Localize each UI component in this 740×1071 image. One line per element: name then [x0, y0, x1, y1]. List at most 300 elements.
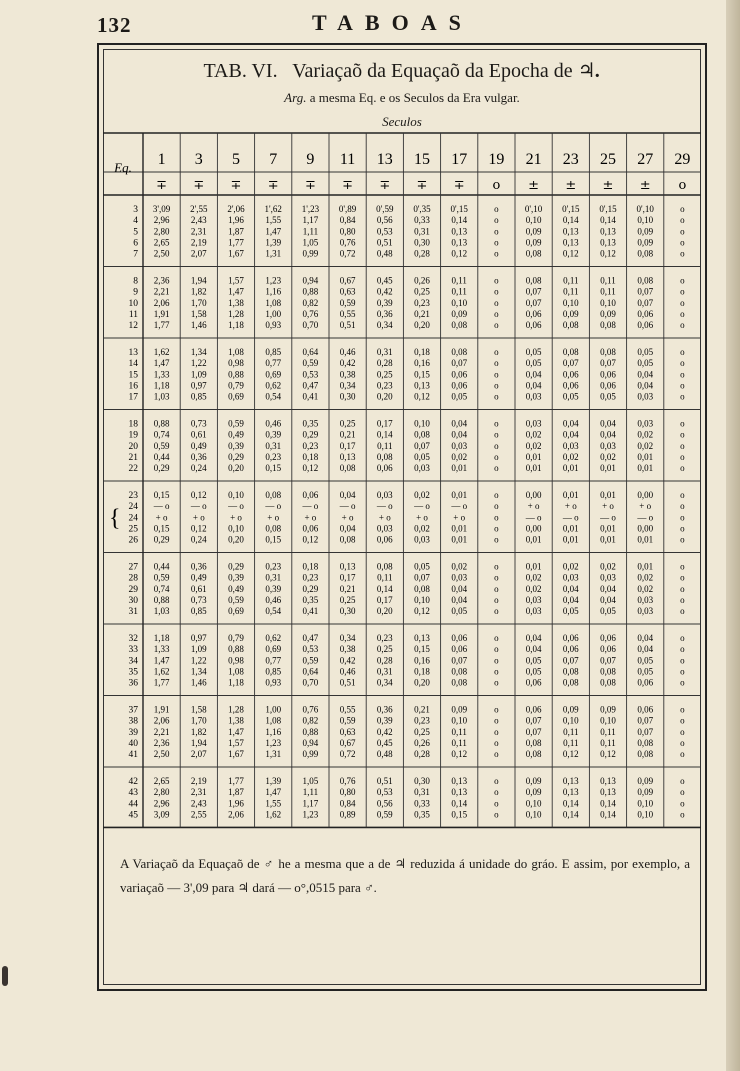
table-cell: 0,07 [637, 286, 654, 297]
table-cell: 0,39 [265, 429, 282, 440]
table-cell: 0,25 [414, 286, 430, 297]
table-cell: 0,05 [637, 655, 654, 666]
table-cell: 0,01 [562, 490, 579, 501]
table-cell: 0,85 [265, 666, 282, 677]
table-cell: 0,80 [339, 226, 356, 237]
table-cell: 2,36 [153, 737, 170, 748]
table-cell: 0,14 [600, 798, 616, 809]
table-cell: 0,01 [562, 463, 579, 473]
table-cell: 2,07 [190, 248, 207, 259]
table-cell: 0,21 [414, 704, 430, 715]
eq-value: 11 [128, 309, 138, 320]
table-cell: 1,08 [228, 666, 244, 677]
table-cell: 0,36 [376, 704, 393, 715]
table-cell: 0,04 [525, 633, 542, 644]
table-cell: 0,12 [414, 606, 430, 616]
table-cell: 1,57 [228, 737, 244, 748]
table-cell: — o [302, 501, 319, 512]
sign-21: ± [528, 178, 540, 193]
table-cell: 0,11 [377, 572, 393, 583]
table-cell: 1,91 [153, 308, 170, 319]
table-cell: o [680, 583, 685, 594]
table-cell: 0,69 [265, 644, 282, 655]
table-cell: o [680, 380, 685, 391]
eq-value: 12 [128, 321, 138, 331]
table-cell: 0,49 [190, 440, 207, 451]
table-cell: o [680, 248, 685, 259]
eq-value: 24 [128, 502, 138, 513]
table-cell: 2,06 [153, 715, 170, 726]
table-cell: 0,06 [600, 644, 616, 655]
table-cell: 2,65 [153, 776, 170, 787]
table-cell: 0,09 [637, 787, 654, 798]
table-cell: o [680, 704, 685, 715]
table-cell: 2,06 [153, 297, 170, 308]
note-part-2: he a mesma que a de [278, 856, 391, 871]
table-cell: 0,24 [190, 534, 207, 545]
table-cell: 0,76 [339, 776, 356, 787]
table-cell: 1,62 [265, 809, 282, 820]
table-cell: 1,96 [228, 798, 244, 809]
table-cell: 0,01 [637, 451, 654, 462]
table-cell: o [494, 737, 499, 748]
column-header-19: 19 [488, 151, 505, 168]
table-cell: 0,29 [153, 534, 170, 545]
table-cell: 0,06 [302, 490, 319, 501]
table-cell: 0,08 [265, 523, 282, 534]
table-cell: 0,49 [228, 429, 244, 440]
eq-value: 9 [133, 287, 138, 298]
table-cell: 2,19 [190, 237, 207, 248]
table-cell: 0,07 [600, 655, 616, 666]
table-cell: 0,09 [600, 308, 616, 319]
table-cell: + o [416, 512, 428, 523]
table-cell: 0,02 [637, 429, 654, 440]
table-cell: 0,10 [637, 215, 654, 226]
table-cell: 0',35 [413, 204, 431, 215]
table-cell: 0,93 [265, 677, 282, 688]
table-cell: 0,11 [563, 726, 579, 737]
column-header-13: 13 [376, 151, 393, 168]
table-cell: 0,46 [265, 594, 282, 605]
table-cell: 0,61 [190, 429, 207, 440]
table-cell: 0,70 [302, 320, 319, 330]
table-cell: 0,38 [339, 644, 356, 655]
table-cell: 0,06 [302, 523, 319, 534]
table-cell: 0,94 [302, 275, 319, 286]
table-cell: 0,98 [228, 358, 244, 369]
table-cell: 0,93 [265, 320, 282, 330]
table-cell: 0,02 [525, 429, 542, 440]
table-cell: 0,06 [637, 320, 654, 330]
table-cell: 0,10 [414, 418, 430, 429]
table-cell: 1,47 [265, 787, 282, 798]
column-header-1: 1 [157, 151, 166, 168]
table-cell: 0,03 [562, 440, 579, 451]
table-cell: 0,14 [562, 798, 579, 809]
table-cell: 0,45 [376, 737, 393, 748]
table-cell: 0,03 [525, 418, 542, 429]
table-cell: 0,97 [190, 633, 207, 644]
table-cell: 0,13 [600, 787, 616, 798]
table-cell: 0,48 [376, 248, 393, 259]
column-header-7: 7 [269, 151, 278, 168]
table-cell: o [494, 512, 499, 523]
table-cell: 0,59 [153, 572, 170, 583]
table-cell: 0,51 [339, 320, 356, 330]
table-cell: 0,55 [339, 704, 356, 715]
eq-header: Eq. [114, 160, 132, 175]
note-part-1: A Variaçaõ da Equaçaõ de [120, 856, 260, 871]
table-cell: 1,31 [265, 749, 282, 759]
table-cell: o [494, 561, 499, 572]
table-cell: 1,47 [153, 358, 170, 369]
table-cell: 1,62 [153, 347, 170, 358]
table-cell: 0,05 [525, 347, 542, 358]
table-cell: 0,84 [339, 215, 356, 226]
table-cell: 0,12 [302, 534, 319, 545]
table-cell: 0,08 [414, 583, 430, 594]
table-cell: 1,08 [228, 347, 244, 358]
table-cell: 0,34 [376, 677, 393, 688]
table-cell: 0,13 [339, 451, 356, 462]
table-cell: 0,30 [414, 776, 430, 787]
eq-value: 24 [128, 513, 138, 524]
table-cell: o [494, 534, 499, 545]
table-cell: 0,00 [525, 523, 542, 534]
table-cell: 0,06 [525, 677, 542, 688]
eq-value: 23 [128, 491, 138, 502]
table-cell: o [680, 655, 685, 666]
table-cell: 0,23 [414, 297, 430, 308]
sign-29: o [678, 178, 687, 193]
table-cell: 1,05 [302, 776, 319, 787]
table-cell: 0,05 [451, 606, 468, 616]
table-cell: 0,06 [525, 704, 542, 715]
table-cell: 0,09 [451, 308, 468, 319]
table-cell: 0,13 [562, 226, 579, 237]
table-cell: 0,24 [190, 463, 207, 473]
table-cell: 0,41 [302, 391, 319, 402]
table-cell: 0,08 [414, 429, 430, 440]
sign-17: ∓ [453, 178, 465, 193]
table-cell: 0,69 [265, 369, 282, 380]
table-cell: o [494, 583, 499, 594]
table-cell: o [680, 749, 685, 759]
table-cell: 0,21 [339, 429, 356, 440]
table-cell: — o [525, 512, 542, 523]
table-cell: 0,12 [451, 749, 468, 759]
table-cell: 0,18 [414, 666, 430, 677]
table-cell: 0,29 [302, 583, 319, 594]
table-cell: 0,99 [302, 749, 319, 759]
eq-value: 32 [128, 634, 138, 645]
table-cell: 0,01 [637, 561, 654, 572]
table-cell: 0,17 [339, 572, 356, 583]
table-cell: 0,25 [414, 726, 430, 737]
group-bracket: { [109, 505, 121, 532]
table-cell: 0,03 [562, 572, 579, 583]
table-cell: 0,54 [265, 606, 282, 616]
table-cell: 2,50 [153, 749, 170, 759]
eq-value: 30 [128, 595, 138, 606]
table-cell: 1,11 [302, 787, 319, 798]
table-cell: 0,74 [153, 429, 170, 440]
table-cell: 0,88 [153, 418, 170, 429]
table-cell: 0,02 [525, 572, 542, 583]
eq-value: 8 [133, 276, 138, 287]
table-cell: 0,25 [339, 594, 356, 605]
table-cell: 0,03 [525, 594, 542, 605]
table-cell: 0,88 [153, 594, 170, 605]
table-cell: 0,23 [414, 715, 430, 726]
table-cell: o [680, 776, 685, 787]
eq-value: 5 [133, 227, 138, 238]
table-cell: 0,62 [265, 633, 282, 644]
eq-value: 34 [128, 656, 138, 667]
argument-label: Arg. [284, 90, 307, 105]
running-head: TABOAS [312, 10, 473, 35]
table-cell: — o [228, 501, 244, 512]
table-cell: 0,06 [525, 308, 542, 319]
table-cell: 0,12 [414, 391, 430, 402]
table-cell: 0,07 [525, 297, 542, 308]
table-cell: 2',55 [190, 204, 208, 215]
table-cell: 0,10 [525, 809, 542, 820]
table-cell: 0,01 [451, 490, 468, 501]
table-cell: 0,33 [414, 798, 430, 809]
table-cell: 0,79 [228, 633, 244, 644]
table-cell: 0,59 [302, 358, 319, 369]
table-cell: o [680, 809, 685, 820]
table-cell: 0,25 [376, 369, 393, 380]
table-cell: 0,23 [302, 572, 319, 583]
table-cell: 1,67 [228, 248, 244, 259]
table-cell: 0,35 [302, 594, 319, 605]
table-cell: — o [414, 501, 430, 512]
table-cell: o [680, 320, 685, 330]
note-part-4: dará — o°,0515 para [252, 880, 361, 895]
sign-5: ∓ [230, 178, 242, 193]
column-header-27: 27 [637, 151, 654, 168]
table-cell: 0,08 [600, 320, 616, 330]
table-cell: 0,47 [302, 380, 319, 391]
table-cell: 0,03 [637, 594, 654, 605]
table-cell: o [494, 237, 499, 248]
table-cell: 0,20 [414, 320, 430, 330]
table-cell: o [680, 787, 685, 798]
table-cell: 0,05 [525, 655, 542, 666]
table-cell: 0,11 [600, 726, 616, 737]
table-cell: 0,10 [525, 215, 542, 226]
page-number: 132 [97, 13, 132, 37]
table-cell: 1,03 [153, 391, 170, 402]
table-cell: 0,01 [525, 463, 542, 473]
table-cell: 1,77 [228, 776, 244, 787]
table-cell: 0,04 [637, 644, 654, 655]
table-cell: o [680, 594, 685, 605]
eq-value: 16 [128, 381, 138, 392]
table-cell: 0,77 [265, 358, 282, 369]
table-cell: 0,09 [525, 237, 542, 248]
table-cell: 0,85 [190, 391, 207, 402]
table-cell: 0,06 [451, 633, 468, 644]
sign-27: ± [639, 178, 651, 193]
table-cell: 0,12 [562, 749, 579, 759]
table-cell: 0,06 [451, 644, 468, 655]
table-cell: 0,28 [414, 248, 430, 259]
table-cell: 0,02 [637, 440, 654, 451]
table-cell: o [494, 633, 499, 644]
table-cell: 0,31 [265, 572, 282, 583]
table-cell: 0,03 [637, 391, 654, 402]
table-cell: 2,55 [190, 809, 207, 820]
table-cell: 1,28 [228, 308, 244, 319]
table-cell: 1,22 [190, 655, 207, 666]
table-cell: 0,03 [451, 572, 468, 583]
table-cell: 1,57 [228, 275, 244, 286]
table-cell: 0,06 [451, 380, 468, 391]
table-cell: 1,17 [302, 215, 319, 226]
table-cell: 0,06 [637, 677, 654, 688]
table-cell: 0,23 [376, 380, 393, 391]
table-cell: 0,12 [451, 248, 468, 259]
table-cell: o [680, 297, 685, 308]
table-cell: 0',10 [636, 204, 654, 215]
table-cell: — o [451, 501, 468, 512]
table-cell: 0,08 [525, 737, 542, 748]
table-cell: o [494, 451, 499, 462]
note-part-3: reduzida á unidade do gráo. E assim, por exemplo, a variaçaõ — 3',09 para [120, 856, 691, 895]
table-cell: 1,87 [228, 787, 244, 798]
table-cell: 0',15 [562, 204, 580, 215]
table-cell: 0,04 [451, 594, 468, 605]
table-cell: 0,10 [414, 594, 430, 605]
table-cell: 0,13 [600, 237, 616, 248]
table-cell: 0,99 [302, 248, 319, 259]
table-cell: o [494, 226, 499, 237]
table-cell: 1,34 [190, 347, 207, 358]
table-cell: 0,04 [637, 380, 654, 391]
table-cell: 2,19 [190, 776, 207, 787]
table-cell: 0,10 [451, 715, 468, 726]
table-cell: 0,06 [600, 380, 616, 391]
table-cell: 0,15 [265, 463, 282, 473]
table-cell: 0,12 [562, 248, 579, 259]
table-cell: 0,11 [600, 286, 616, 297]
table-cell: 0,26 [414, 737, 430, 748]
table-cell: 0,25 [339, 418, 356, 429]
table-cell: o [680, 215, 685, 226]
table-cell: 0,88 [228, 369, 244, 380]
table-cell: o [494, 347, 499, 358]
table-cell: 2,31 [190, 226, 207, 237]
table-cell: 0,07 [451, 655, 468, 666]
eq-value: 39 [128, 727, 138, 738]
table-cell: 0,11 [377, 440, 393, 451]
table-cell: + o [602, 501, 614, 512]
table-cell: 0,59 [153, 440, 170, 451]
table-cell: 0,14 [451, 215, 468, 226]
table-cell: 0,01 [451, 534, 468, 545]
table-cell: 0,54 [265, 391, 282, 402]
table-cell: 0,05 [451, 391, 468, 402]
table-cell: o [494, 286, 499, 297]
table-cell: 0,73 [190, 418, 207, 429]
table-cell: 0,10 [451, 297, 468, 308]
eq-value: 44 [128, 799, 138, 810]
table-cell: 0,76 [339, 237, 356, 248]
table-cell: 0,08 [562, 677, 579, 688]
table-cell: 0,06 [451, 369, 468, 380]
table-cell: 0,29 [153, 463, 170, 473]
table-cell: 0,14 [562, 215, 579, 226]
table-cell: o [680, 512, 685, 523]
table-cell: 0,10 [637, 798, 654, 809]
table-cell: 1,70 [190, 715, 207, 726]
table-cell: 1',23 [301, 204, 320, 215]
table-cell: 0',15 [450, 204, 468, 215]
table-cell: — o [376, 501, 393, 512]
table-cell: 0,02 [562, 561, 579, 572]
table-cell: 1,58 [190, 308, 207, 319]
sign-13: ∓ [379, 178, 391, 193]
table-cell: o [494, 308, 499, 319]
table-cell: 1,38 [228, 297, 244, 308]
table-cell: 0,03 [525, 391, 542, 402]
table-cell: 0,46 [339, 347, 356, 358]
eq-value: 37 [128, 705, 138, 716]
table-cell: 0,06 [562, 633, 579, 644]
table-cell: 0,20 [376, 606, 393, 616]
table-cell: 0,04 [339, 490, 356, 501]
table-cell: 0,77 [265, 655, 282, 666]
table-cell: o [494, 391, 499, 402]
table-cell: 0,15 [414, 644, 430, 655]
table-cell: 0',15 [599, 204, 617, 215]
table-cell: o [680, 391, 685, 402]
table-cell: 0,59 [376, 809, 393, 820]
table-cell: 0,08 [339, 463, 356, 473]
table-cell: o [494, 463, 499, 473]
table-cell: 0,89 [339, 809, 356, 820]
table-cell: 0,14 [376, 583, 393, 594]
table-cell: 0,82 [302, 297, 319, 308]
table-cell: 0,59 [339, 715, 356, 726]
table-cell: 0,63 [339, 286, 356, 297]
table-cell: o [494, 644, 499, 655]
table-cell: + o [527, 501, 540, 512]
table-cell: 0,01 [600, 463, 616, 473]
table-cell: 0,13 [451, 237, 468, 248]
table-cell: 0,02 [451, 451, 468, 462]
table-cell: 0,79 [228, 380, 244, 391]
table-cell: 0,13 [562, 787, 579, 798]
table-cell: 0,04 [451, 583, 468, 594]
table-cell: — o [153, 501, 170, 512]
table-cell: 2,50 [153, 248, 170, 259]
table-number: TAB. VI. [203, 60, 278, 82]
table-cell: 0,12 [302, 463, 319, 473]
table-cell: 0,14 [376, 429, 393, 440]
table-cell: 0,16 [414, 358, 430, 369]
eq-value: 28 [128, 573, 138, 584]
table-cell: 0,12 [190, 490, 207, 501]
table-cell: o [494, 655, 499, 666]
eq-value: 10 [128, 298, 138, 309]
table-cell: 0,02 [414, 490, 430, 501]
table-cell: 0,69 [228, 391, 244, 402]
